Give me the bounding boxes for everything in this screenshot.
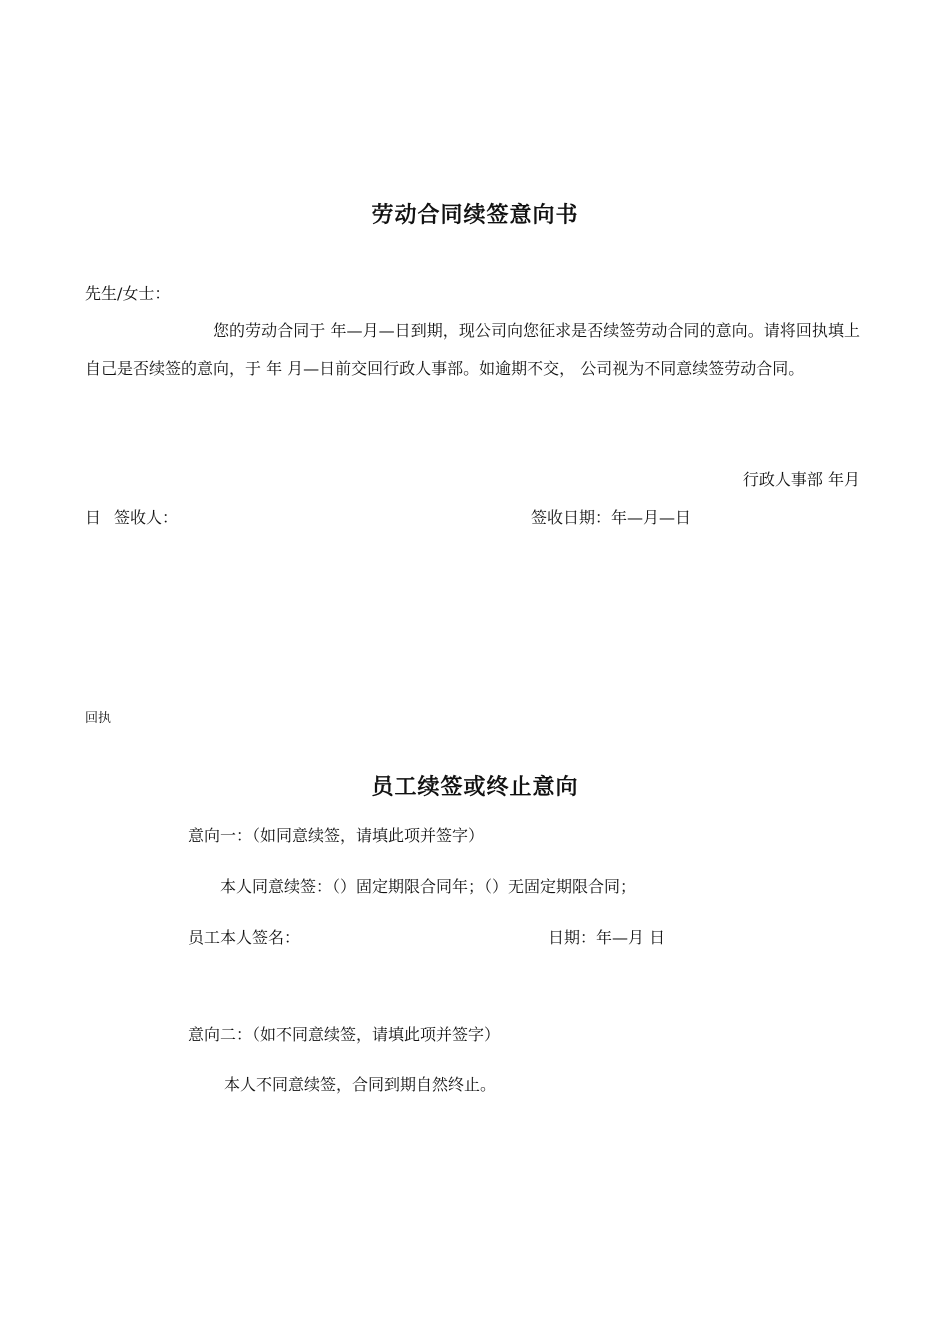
employee-signature-label: 员工本人签名： — [188, 928, 301, 947]
salutation: 先生/女士： — [85, 284, 171, 303]
option1-text: 本人同意续签：（）固定期限合同年；（）无固定期限合同； — [220, 877, 637, 896]
notice-body: 您的劳动合同于 年—月—日到期，现公司向您征求是否续签劳动合同的意向。请将回执填上自己是否续签的意向，于 年 月—日前交回行政人事部。如逾期不交， 公司视为不同意续签劳动合同。 — [85, 321, 860, 378]
sign-date-label: 签收日期：年—月—日 — [531, 508, 692, 527]
receipt-label: 回执 — [85, 711, 112, 726]
signer-label: 签收人： — [114, 508, 179, 527]
option2-text: 本人不同意续签，合同到期自然终止。 — [224, 1075, 497, 1094]
issue-day: 日 — [85, 508, 102, 527]
notice-title: 劳动合同续签意向书 — [371, 203, 579, 228]
issuer-line: 行政人事部 年月 — [742, 470, 860, 489]
option2-heading: 意向二：（如不同意续签，请填此项并签字） — [188, 1025, 501, 1044]
receipt-date-label: 日期：年—月 日 — [548, 928, 666, 947]
receipt-title: 员工续签或终止意向 — [371, 775, 579, 800]
option1-heading: 意向一：（如同意续签，请填此项并签字） — [188, 826, 485, 845]
